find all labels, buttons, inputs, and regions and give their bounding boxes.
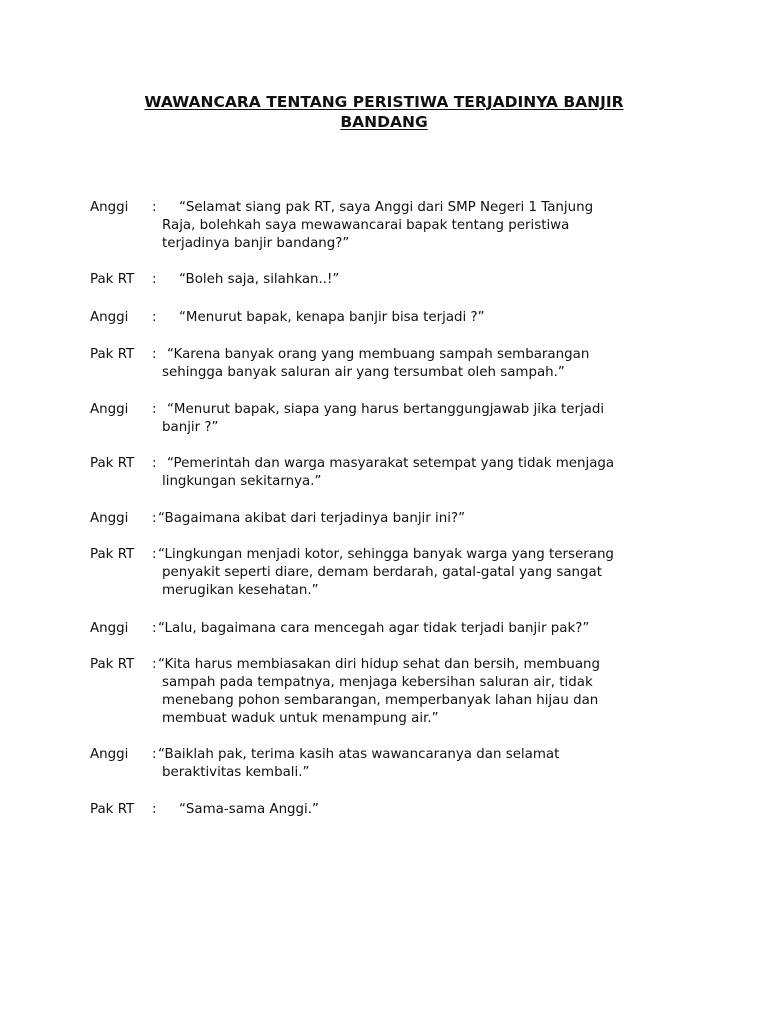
dialogue-line: sehingga banyak saluran air yang tersumbat oleh sampah.”	[162, 365, 565, 380]
speaker-colon: :	[152, 347, 157, 362]
dialogue-text	[162, 455, 692, 491]
dialogue-text	[162, 346, 692, 382]
speaker-name: Anggi	[90, 621, 129, 636]
dialogue-text	[158, 746, 692, 782]
dialogue-text	[158, 620, 692, 638]
speaker-name: Pak RT	[90, 272, 135, 287]
speaker-colon: :	[152, 310, 157, 325]
speaker-colon: :	[152, 657, 157, 672]
dialogue-line: “Menurut bapak, kenapa banjir bisa terjadi ?”	[179, 310, 485, 325]
dialogue-line: Raja, bolehkah saya mewawancarai bapak tentang peristiwa	[162, 218, 570, 233]
dialogue-line: merugikan kesehatan.”	[162, 583, 319, 598]
dialogue-text	[158, 546, 692, 600]
speaker-name: Anggi	[90, 200, 129, 215]
dialogue-line: “Kita harus membiasakan diri hidup sehat dan bersih, membuang	[158, 657, 601, 672]
dialogue-line: terjadinya banjir bandang?”	[162, 236, 350, 251]
speaker-colon: :	[152, 272, 157, 287]
dialogue-line: sampah pada tempatnya, menjaga kebersihan saluran air, tidak	[162, 675, 593, 690]
dialogue-line: penyakit seperti diare, demam berdarah, gatal-gatal yang sangat	[162, 565, 602, 580]
dialogue-line: “Bagaimana akibat dari terjadinya banjir ini?”	[158, 511, 466, 526]
speaker-name: Pak RT	[90, 802, 135, 817]
dialogue-text	[162, 401, 692, 437]
dialogue-line: “Karena banyak orang yang membuang sampah sembarangan	[167, 347, 590, 362]
speaker-colon: :	[152, 200, 157, 215]
speaker-colon: :	[152, 747, 157, 762]
dialogue-line: “Sama-sama Anggi.”	[179, 802, 319, 817]
speaker-colon: :	[152, 621, 157, 636]
dialogue-line: “Menurut bapak, siapa yang harus bertanggungjawab jika terjadi	[167, 402, 605, 417]
document-title-line-1: WAWANCARA TENTANG PERISTIWA TERJADINYA BANJIR	[144, 93, 624, 111]
dialogue-line: banjir ?”	[162, 420, 219, 435]
speaker-name: Anggi	[90, 310, 129, 325]
dialogue-line: “Selamat siang pak RT, saya Anggi dari SMP Negeri 1 Tanjung	[179, 200, 594, 215]
speaker-name: Pak RT	[90, 657, 135, 672]
dialogue-text	[162, 309, 692, 327]
dialogue-line: “Baiklah pak, terima kasih atas wawancaranya dan selamat	[158, 747, 560, 762]
speaker-colon: :	[152, 402, 157, 417]
dialogue-text	[158, 656, 692, 728]
dialogue-line: “Lingkungan menjadi kotor, sehingga banyak warga yang terserang	[158, 547, 614, 562]
speaker-name: Pak RT	[90, 347, 135, 362]
dialogue-line: “Pemerintah dan warga masyarakat setempat yang tidak menjaga	[167, 456, 615, 471]
dialogue-line: membuat waduk untuk menampung air.”	[162, 711, 439, 726]
speaker-name: Anggi	[90, 747, 129, 762]
document-title-line-2: BANDANG	[340, 113, 428, 131]
dialogue-line: “Lalu, bagaimana cara mencegah agar tidak terjadi banjir pak?”	[158, 621, 590, 636]
dialogue-line: menebang pohon sembarangan, memperbanyak lahan hijau dan	[162, 693, 599, 708]
dialogue-text	[162, 801, 692, 819]
speaker-colon: :	[152, 511, 157, 526]
dialogue-line: “Boleh saja, silahkan..!”	[179, 272, 340, 287]
speaker-name: Anggi	[90, 511, 129, 526]
dialogue-text	[158, 510, 692, 528]
speaker-colon: :	[152, 547, 157, 562]
speaker-colon: :	[152, 456, 157, 471]
dialogue-line: beraktivitas kembali.”	[162, 765, 310, 780]
dialogue-text	[162, 271, 692, 289]
dialogue-text	[162, 199, 692, 253]
speaker-name: Anggi	[90, 402, 129, 417]
speaker-colon: :	[152, 802, 157, 817]
dialogue-line: lingkungan sekitarnya.”	[162, 474, 322, 489]
speaker-name: Pak RT	[90, 547, 135, 562]
speaker-name: Pak RT	[90, 456, 135, 471]
